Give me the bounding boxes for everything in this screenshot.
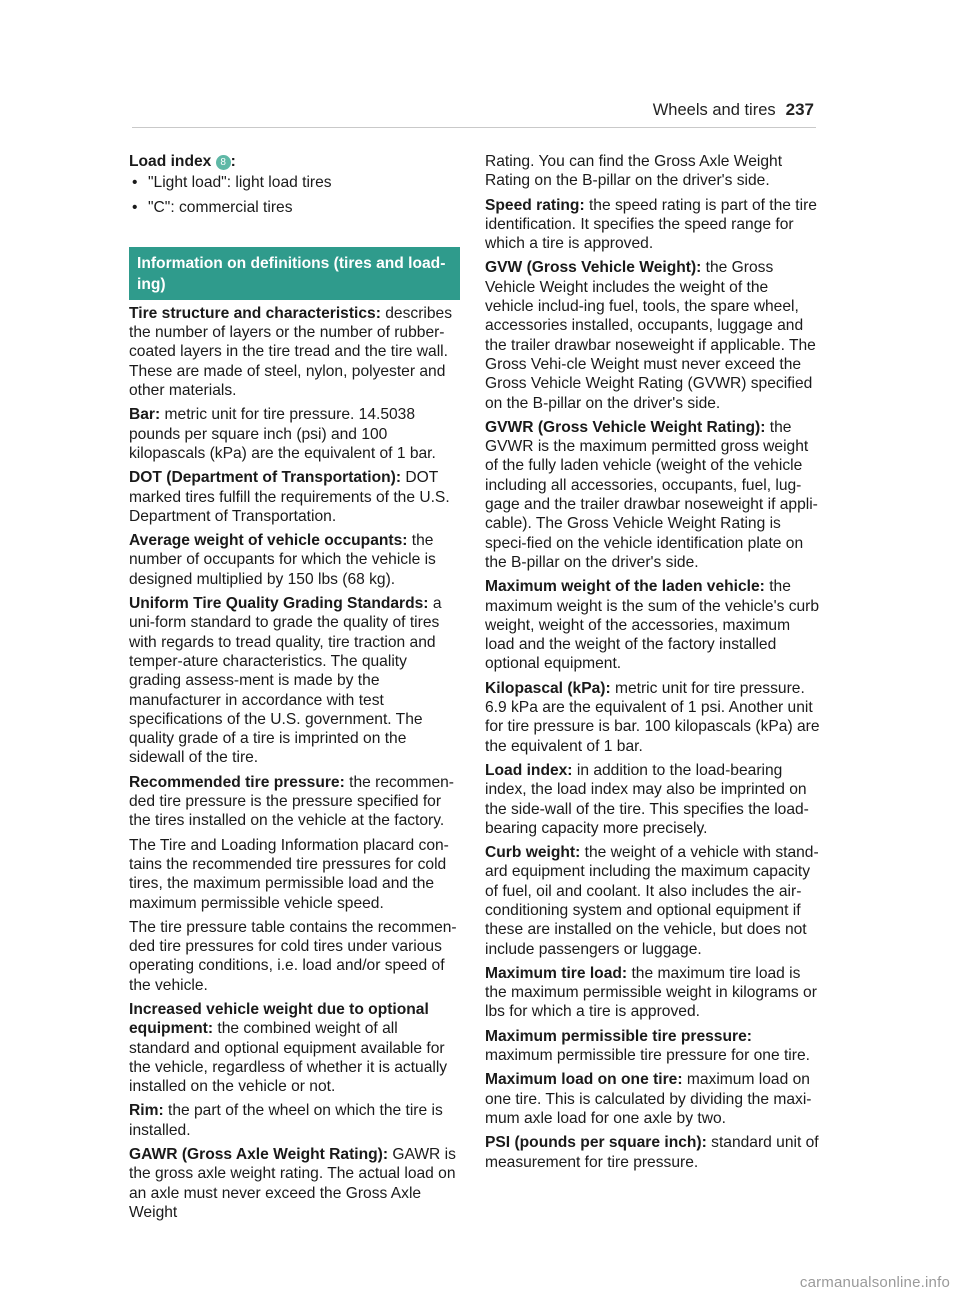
definition-entry [129,531,460,589]
definition-text: metric unit for tire pressure. 14.5038 pounds per square inch (psi) and 100 kilopascals (kPa) are the equivalent of 1 bar. [129,406,436,462]
definition-entry [129,1000,460,1096]
definition-term: Maximum permissible tire pressure: [485,1027,752,1045]
definition-term: Average weight of vehicle occupants: [129,532,408,550]
definition-entry [485,679,820,756]
definition-entry [485,843,820,959]
definition-term: GVWR (Gross Vehicle Weight Rating): [485,418,766,436]
definition-term: GAWR (Gross Axle Weight Rating): [129,1146,389,1164]
definition-term: DOT (Department of Transportation): [129,469,402,487]
definition-text: the maximum tire load is the maximum permissible weight in kilograms or lbs for which a tire is approved. [485,964,817,1021]
definition-entry [129,773,460,831]
definition-term: Load index: [485,761,573,779]
definition-entry [129,1145,460,1222]
definition-text: the number of occupants for which the vehicle is designed multiplied by 150 lbs (68 kg). [129,532,436,588]
definition-entry [129,1101,460,1140]
definition-term: Maximum load on one tire: [485,1071,683,1089]
load-index-colon: : [230,153,236,170]
load-index-heading [129,152,460,171]
definition-entry [485,761,820,838]
definition-entry [129,918,460,995]
definition-entry [129,836,460,913]
running-header [653,100,814,120]
definition-entry [485,1070,820,1128]
definition-text: the speed rating is part of the tire identification. It specifies the speed range for which a tire is approved. [485,196,817,253]
definition-text: in addition to the load-bearing index, the load index may also be imprinted on the side-wall of the tire. This specifies the load-bearing capacity more precisely. [485,761,809,837]
list-item: • "C": commercial tires [129,198,460,217]
definition-text: the maximum weight is the sum of the vehicle's curb weight, weight of the accessories, maximum load and the weight of the factory installed optional equipment. [485,578,820,673]
definition-entry [485,196,820,254]
callout-marker-icon: 8 [216,155,231,170]
definition-term: Maximum tire load: [485,964,628,982]
left-column [129,152,460,1222]
definition-term: Curb weight: [485,844,581,862]
definition-text: standard unit of measurement for tire pressure. [485,1134,819,1171]
definition-term: Bar: [129,406,161,424]
definition-entry [129,594,460,768]
definition-entry [485,1027,820,1066]
definition-term: Increased vehicle weight due to optional equipment: [129,1000,429,1038]
definition-text: the combined weight of all standard and optional equipment available for the vehicle, regardless of whether it is actually installed on the vehicle or not. [129,1020,448,1096]
definition-text: The tire pressure table contains the recommen-ded tire pressures for cold tires under various operating conditions, i.e. load and/or speed of the vehicle. [129,918,457,994]
list-item: • "Light load": light load tires [129,173,460,192]
definition-text: the weight of a vehicle with stand-ard equipment including the maximum capacity of fuel, oil and coolant. It also includes the air-conditioning system and optional equipment if these are installed on the vehicle, but does not include passengers or luggage. [485,844,819,958]
definition-text: GAWR is the gross axle weight rating. The actual load on an axle must never exceed the Gross Axle Weight [129,1146,456,1221]
definition-text: maximum load on one tire. This is calculated by dividing the maxi-mum axle load for one axle by two. [485,1071,812,1127]
page-number: 237 [785,100,814,119]
definition-term: Uniform Tire Quality Grading Standards: [129,595,429,613]
definition-text: the GVWR is the maximum permitted gross weight of the fully laden vehicle (weight of the vehicle including all accessories, occupants, fuel, lug-gage and the trailer drawbar noseweight if appli-cable). The Gross Vehicle Weight Rating is speci-fied on the vehicle identification plate on the B-pillar on the driver's side. [485,418,818,571]
header-divider [132,127,816,128]
definition-entry [485,1133,820,1172]
definition-entry [129,468,460,526]
definition-text: maximum permissible tire pressure for one tire. [485,1047,810,1065]
definition-entry [485,964,820,1022]
definition-text: Rating. You can find the Gross Axle Weight Rating on the B-pillar on the driver's side. [485,153,783,190]
watermark: carmanualsonline.info [799,1274,950,1291]
definition-text: The Tire and Loading Information placard con-tains the recommended tire pressures for cold tires, the maximum permissible load and the maximum permissible vehicle speed. [129,836,449,912]
definition-entry [485,152,820,191]
left-definitions [129,304,460,1222]
right-definitions [485,152,820,1172]
definition-text: DOT marked tires fulfill the requirements of the U.S. Department of Transportation. [129,469,450,525]
definition-entry [129,304,460,400]
definition-text: the Gross Vehicle Weight includes the weight of the vehicle includ-ing fuel, tools, the spare wheel, accessories installed, occupants, luggage and the trailer drawbar noseweight if applicable. The Gross Vehi-cle Weight must never exceed the Gross Vehicle Weight Rating (GVWR) specified on the B-pillar on the driver's side. [485,259,816,412]
definition-term: Rim: [129,1102,164,1120]
definition-text: metric unit for tire pressure. 6.9 kPa are the equivalent of 1 psi. Another unit for tire pressure is bar. 100 kilopascals (kPa) are the equivalent of 1 bar. [485,679,820,755]
definition-term: Recommended tire pressure: [129,773,345,791]
definition-term: Kilopascal (kPa): [485,679,611,697]
definition-text: describes the number of layers or the number of rubber-coated layers in the tire tread and the tire wall. These are made of steel, nylon, polyester and other materials. [129,304,452,400]
definition-term: GVW (Gross Vehicle Weight): [485,259,702,277]
definition-entry [129,405,460,463]
definition-text: the recommen-ded tire pressure is the pressure specified for the tires installed on the vehicle at the factory. [129,773,454,830]
load-index-list [129,173,460,217]
definition-entry [485,418,820,572]
definition-term: Speed rating: [485,196,585,214]
definition-entry [485,258,820,412]
definition-term: PSI (pounds per square inch): [485,1134,707,1152]
definition-entry [485,577,820,673]
load-index-label: Load index [129,153,212,170]
definition-term: Tire structure and characteristics: [129,304,381,322]
definition-term: Maximum weight of the laden vehicle: [485,578,765,596]
section-heading: Information on definitions (tires and load-ing) [129,247,460,300]
definition-text: a uni-form standard to grade the quality of tires with regards to tread quality, tire traction and temper-ature characteristics. The quality grading assess-ment is made by the manufacturer in accordance with test specifications of the U.S. government. The quality grade of a tire is imprinted on the sidewall of the tire. [129,595,442,767]
header-section-title: Wheels and tires [652,101,776,119]
right-column [485,152,820,1172]
definition-text: the part of the wheel on which the tire is installed. [129,1102,443,1139]
